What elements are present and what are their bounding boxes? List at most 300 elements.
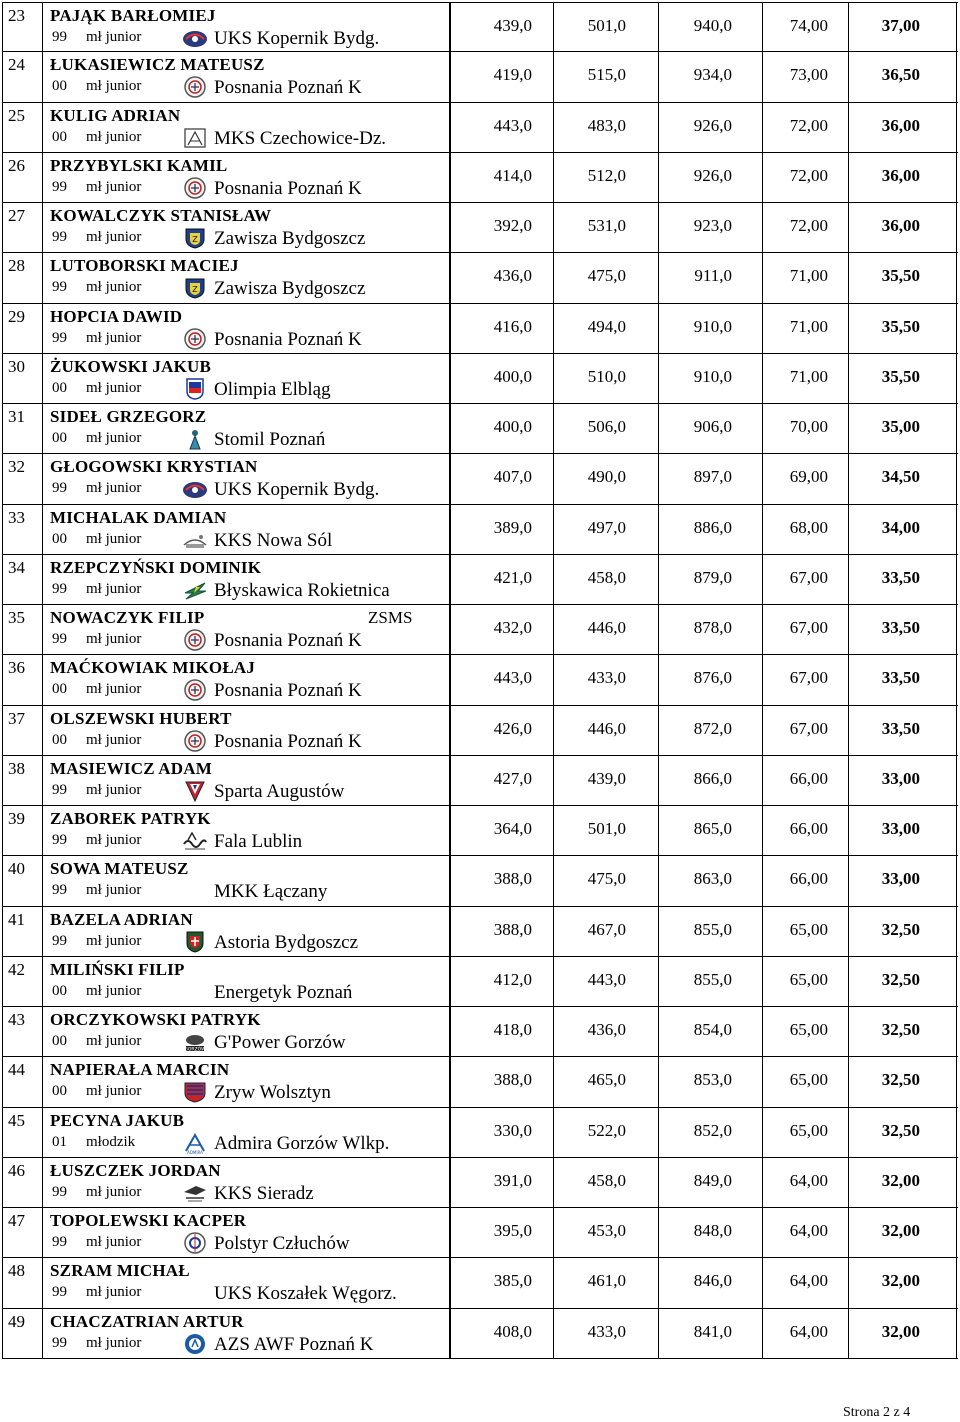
- rank: 44: [8, 1060, 25, 1080]
- club-name: KKS Nowa Sól: [214, 529, 333, 551]
- final-score: 32,00: [881, 1271, 920, 1291]
- age-category: mł junior: [86, 580, 142, 597]
- posnania-club-logo-icon: [182, 328, 208, 350]
- rank: 33: [8, 507, 25, 527]
- points: 67,00: [789, 668, 828, 688]
- athlete-name: SIDEŁ GRZEGORZ: [50, 407, 207, 426]
- series-2-score: 458,0: [587, 1170, 626, 1190]
- birth-year: 99: [52, 882, 67, 899]
- series-1-score: 385,0: [493, 1271, 532, 1291]
- rank: 32: [8, 457, 25, 477]
- birth-year: 99: [52, 229, 67, 245]
- final-score: 36,00: [881, 115, 920, 135]
- club-name: Energetyk Poznań: [214, 981, 353, 1003]
- points: 64,00: [789, 1271, 828, 1291]
- points: 65,00: [789, 969, 828, 989]
- table-row: [2, 1007, 958, 1057]
- total-score: 926,0: [693, 165, 732, 185]
- kopernik-club-logo-icon: [182, 27, 208, 49]
- series-1-score: 427,0: [493, 768, 532, 788]
- total-score: 863,0: [693, 869, 732, 889]
- birth-year: 00: [52, 1083, 67, 1100]
- total-score: 876,0: [693, 668, 732, 688]
- total-score: 926,0: [693, 115, 732, 135]
- birth-year: 99: [52, 832, 67, 848]
- age-category: mł junior: [86, 229, 142, 245]
- series-2-score: 453,0: [587, 1221, 626, 1240]
- final-score: 35,50: [881, 316, 920, 336]
- series-2-score: 475,0: [587, 869, 626, 889]
- age-category: mł junior: [86, 681, 142, 698]
- points: 67,00: [789, 567, 828, 587]
- points: 67,00: [789, 618, 828, 637]
- series-1-score: 407,0: [493, 467, 532, 487]
- kopernik-club-logo-icon: [182, 478, 208, 500]
- points: 64,00: [789, 1170, 828, 1190]
- series-2-score: 494,0: [587, 316, 626, 336]
- series-1-score: 388,0: [493, 1070, 532, 1090]
- svg-text:Z: Z: [192, 235, 198, 244]
- athlete-name: NAPIERAŁA MARCIN: [50, 1060, 230, 1080]
- table-row: [2, 1057, 958, 1107]
- series-2-score: 443,0: [587, 969, 626, 989]
- total-score: 866,0: [693, 768, 732, 788]
- athlete-name: TOPOLEWSKI KACPER: [50, 1211, 247, 1230]
- rank: 27: [8, 206, 25, 225]
- age-category: mł junior: [86, 832, 142, 848]
- series-2-score: 458,0: [587, 567, 626, 587]
- final-score: 33,50: [881, 618, 920, 637]
- club-name: Posnania Poznań K: [214, 177, 362, 199]
- table-row: [2, 957, 958, 1007]
- final-score: 33,50: [881, 718, 920, 738]
- table-row: [2, 404, 958, 454]
- rank: 40: [8, 859, 25, 879]
- club-name: Fala Lublin: [214, 831, 303, 852]
- points: 64,00: [789, 1221, 828, 1240]
- rank: 36: [8, 658, 25, 678]
- age-category: mł junior: [86, 932, 142, 949]
- series-2-score: 433,0: [587, 1321, 626, 1341]
- series-2-score: 522,0: [587, 1120, 626, 1140]
- birth-year: 99: [52, 279, 67, 296]
- sparta-club-logo-icon: [182, 780, 208, 802]
- birth-year: 00: [52, 379, 67, 396]
- athlete-name: MILIŃSKI FILIP: [50, 959, 185, 979]
- final-score: 32,50: [881, 1070, 920, 1090]
- rank: 47: [8, 1211, 25, 1230]
- table-row: [2, 1258, 958, 1308]
- total-score: 940,0: [693, 16, 732, 35]
- club-name: Błyskawica Rokietnica: [214, 579, 390, 601]
- series-1-score: 389,0: [493, 517, 532, 537]
- final-score: 36,50: [881, 65, 920, 85]
- athlete-name: ŁUSZCZEK JORDAN: [50, 1160, 221, 1180]
- birth-year: 99: [52, 1334, 67, 1351]
- series-1-score: 443,0: [493, 668, 532, 688]
- age-category: mł junior: [86, 530, 142, 547]
- birth-year: 99: [52, 480, 67, 497]
- rank: 28: [8, 256, 25, 276]
- total-score: 849,0: [693, 1170, 732, 1190]
- series-1-score: 421,0: [493, 567, 532, 587]
- birth-year: 99: [52, 781, 67, 798]
- points: 69,00: [789, 467, 828, 487]
- posnania-club-logo-icon: [182, 76, 208, 98]
- rank: 39: [8, 809, 25, 828]
- table-row: [2, 153, 958, 203]
- final-score: 35,00: [881, 417, 920, 436]
- table-row: [2, 756, 958, 806]
- series-1-score: 395,0: [493, 1221, 532, 1240]
- club-name: Posnania Poznań K: [214, 77, 362, 99]
- rank: 35: [8, 608, 25, 627]
- total-score: 853,0: [693, 1070, 732, 1090]
- athlete-name: CHACZATRIAN ARTUR: [50, 1311, 244, 1331]
- posnania-club-logo-icon: [182, 177, 208, 199]
- age-category: mł junior: [86, 329, 142, 346]
- club-name: KKS Sieradz: [214, 1182, 314, 1204]
- series-2-score: 501,0: [587, 819, 626, 838]
- birth-year: 99: [52, 29, 67, 45]
- athlete-name: NOWACZYK FILIP: [50, 608, 205, 627]
- series-1-score: 443,0: [493, 115, 532, 135]
- age-category: mł junior: [86, 379, 142, 396]
- final-score: 33,00: [881, 869, 920, 889]
- final-score: 32,50: [881, 969, 920, 989]
- table-row: [2, 203, 958, 253]
- gpower-club-logo-icon: [182, 1031, 208, 1053]
- zawisza-club-logo-icon: [182, 277, 208, 299]
- age-category: mł junior: [86, 279, 142, 296]
- age-category: mł junior: [86, 1183, 142, 1200]
- svg-text:Z: Z: [192, 285, 198, 295]
- series-1-score: 416,0: [493, 316, 532, 336]
- birth-year: 00: [52, 78, 67, 95]
- athlete-name: OLSZEWSKI HUBERT: [50, 708, 232, 728]
- table-row: [2, 706, 958, 756]
- athlete-name: MAĆKOWIAK MIKOŁAJ: [50, 658, 256, 678]
- birth-year: 00: [52, 530, 67, 547]
- final-score: 34,50: [881, 467, 920, 487]
- club-name: Sparta Augustów: [214, 780, 345, 802]
- series-1-score: 408,0: [493, 1321, 532, 1341]
- zryw-club-logo-icon: [182, 1081, 208, 1103]
- total-score: 878,0: [693, 618, 732, 637]
- birth-year: 00: [52, 731, 67, 748]
- points: 73,00: [789, 65, 828, 85]
- posnania-club-logo-icon: [182, 679, 208, 701]
- rank: 29: [8, 306, 25, 326]
- age-category: mł junior: [86, 781, 142, 798]
- table-row: [2, 304, 958, 354]
- zawisza-club-logo-icon: [182, 227, 208, 249]
- club-name: Posnania Poznań K: [214, 328, 362, 350]
- athlete-name: PECYNA JAKUB: [50, 1110, 185, 1130]
- final-score: 33,00: [881, 819, 920, 838]
- final-score: 33,50: [881, 567, 920, 587]
- age-category: mł junior: [86, 882, 142, 899]
- birth-year: 99: [52, 329, 67, 346]
- age-category: mł junior: [86, 1083, 142, 1100]
- age-category: mł junior: [86, 731, 142, 748]
- table-row: [2, 454, 958, 504]
- birth-year: 99: [52, 178, 67, 195]
- birth-year: 01: [52, 1133, 67, 1150]
- series-2-score: 512,0: [587, 165, 626, 185]
- athlete-name: ORCZYKOWSKI PATRYK: [50, 1010, 261, 1029]
- final-score: 33,00: [881, 768, 920, 788]
- age-category: mł junior: [86, 1234, 142, 1250]
- athlete-name: GŁOGOWSKI KRYSTIAN: [50, 457, 258, 477]
- age-category: mł junior: [86, 1334, 142, 1351]
- rank: 25: [8, 105, 25, 125]
- table-row: [2, 856, 958, 906]
- series-1-score: 392,0: [493, 216, 532, 235]
- series-1-score: 419,0: [493, 65, 532, 85]
- final-score: 35,50: [881, 266, 920, 286]
- club-name: UKS Kopernik Bydg.: [214, 28, 380, 49]
- total-score: 911,0: [694, 266, 732, 286]
- total-score: 855,0: [693, 919, 732, 939]
- nowasol-club-logo-icon: [182, 529, 208, 551]
- sieradz-club-logo-icon: [182, 1182, 208, 1204]
- rank: 37: [8, 708, 25, 728]
- rank: 30: [8, 356, 25, 376]
- rank: 24: [8, 55, 25, 75]
- athlete-name: KOWALCZYK STANISŁAW: [50, 206, 272, 225]
- age-category: mł junior: [86, 178, 142, 195]
- athlete-name: LUTOBORSKI MACIEJ: [50, 256, 239, 276]
- table-row: [2, 2, 958, 52]
- series-2-score: 461,0: [587, 1271, 626, 1291]
- total-score: 865,0: [693, 819, 732, 838]
- club-name: Posnania Poznań K: [214, 680, 362, 702]
- points: 67,00: [789, 718, 828, 738]
- points: 71,00: [789, 366, 828, 386]
- table-row: [2, 655, 958, 705]
- series-2-score: 501,0: [587, 16, 626, 35]
- birth-year: 99: [52, 580, 67, 597]
- table-row: [2, 52, 958, 102]
- athlete-name: MASIEWICZ ADAM: [50, 758, 212, 778]
- series-2-score: 531,0: [587, 216, 626, 235]
- rank: 26: [8, 155, 25, 175]
- age-category: mł junior: [86, 982, 142, 999]
- age-category: mł junior: [86, 631, 142, 647]
- series-2-score: 515,0: [587, 65, 626, 85]
- series-1-score: 432,0: [493, 618, 532, 637]
- series-1-score: 330,0: [493, 1120, 532, 1140]
- series-2-score: 475,0: [587, 266, 626, 286]
- rank: 42: [8, 959, 25, 979]
- club-name: MKK Łączany: [214, 881, 328, 903]
- final-score: 32,00: [881, 1170, 920, 1190]
- athlete-name: SZRAM MICHAŁ: [50, 1261, 190, 1281]
- age-category: mł junior: [86, 29, 142, 45]
- astoria-club-logo-icon: [182, 931, 208, 953]
- birth-year: 00: [52, 128, 67, 145]
- table-row: [2, 555, 958, 605]
- birth-year: 99: [52, 932, 67, 949]
- series-1-score: 426,0: [493, 718, 532, 738]
- athlete-name: MICHALAK DAMIAN: [50, 507, 227, 527]
- club-name: UKS Koszałek Węgorz.: [214, 1283, 397, 1305]
- series-2-score: 446,0: [587, 718, 626, 738]
- points: 72,00: [789, 165, 828, 185]
- club-name: Astoria Bydgoszcz: [214, 931, 359, 953]
- birth-year: 00: [52, 681, 67, 698]
- fala-club-logo-icon: [182, 830, 208, 852]
- series-2-score: 506,0: [587, 417, 626, 436]
- table-row: [2, 1208, 958, 1258]
- admira-club-logo-icon: [182, 1132, 208, 1154]
- final-score: 32,50: [881, 1120, 920, 1140]
- total-score: 910,0: [693, 316, 732, 336]
- athlete-name: SOWA MATEUSZ: [50, 859, 189, 879]
- azs-club-logo-icon: [182, 1333, 208, 1355]
- table-row: [2, 907, 958, 957]
- final-score: 32,00: [881, 1221, 920, 1240]
- age-category: mł junior: [86, 1033, 142, 1049]
- age-category: mł junior: [86, 430, 142, 446]
- final-score: 37,00: [881, 16, 920, 35]
- rank: 41: [8, 909, 25, 929]
- total-score: 897,0: [693, 467, 732, 487]
- rank: 34: [8, 557, 25, 577]
- table-row: [2, 1158, 958, 1208]
- series-1-score: 418,0: [493, 1020, 532, 1039]
- series-2-score: 467,0: [587, 919, 626, 939]
- rank: 23: [8, 6, 25, 25]
- series-1-score: 400,0: [493, 417, 532, 436]
- club-name: G'Power Gorzów: [214, 1032, 346, 1053]
- svg-text:ADMIRA: ADMIRA: [187, 1149, 203, 1154]
- points: 71,00: [789, 266, 828, 286]
- total-score: 852,0: [693, 1120, 732, 1140]
- age-category: mł junior: [86, 480, 142, 497]
- final-score: 33,50: [881, 668, 920, 688]
- final-score: 35,50: [881, 366, 920, 386]
- birth-year: 99: [52, 1284, 67, 1301]
- points: 65,00: [789, 1070, 828, 1090]
- total-score: 848,0: [693, 1221, 732, 1240]
- rank: 46: [8, 1160, 25, 1180]
- points: 64,00: [789, 1321, 828, 1341]
- athlete-name: BAZELA ADRIAN: [50, 909, 193, 929]
- rank: 45: [8, 1110, 25, 1130]
- athlete-name: HOPCIA DAWID: [50, 306, 183, 326]
- birth-year: 00: [52, 982, 67, 999]
- blyskawica-club-logo-icon: [182, 579, 208, 601]
- points: 70,00: [789, 417, 828, 436]
- final-score: 36,00: [881, 216, 920, 235]
- series-1-score: 388,0: [493, 919, 532, 939]
- birth-year: 99: [52, 631, 67, 647]
- czechowice-club-logo-icon: [182, 127, 208, 149]
- series-2-score: 510,0: [587, 366, 626, 386]
- table-row: [2, 354, 958, 404]
- table-row: [2, 806, 958, 856]
- final-score: 34,00: [881, 517, 920, 537]
- total-score: 841,0: [693, 1321, 732, 1341]
- series-2-score: 497,0: [587, 517, 626, 537]
- series-1-score: 439,0: [493, 16, 532, 35]
- final-score: 32,00: [881, 1321, 920, 1341]
- school: ZSMS: [368, 608, 413, 627]
- svg-text:GORZÓW: GORZÓW: [184, 1047, 206, 1053]
- total-score: 910,0: [693, 366, 732, 386]
- total-score: 872,0: [693, 718, 732, 738]
- points: 71,00: [789, 316, 828, 336]
- series-2-score: 436,0: [587, 1020, 626, 1039]
- age-category: mł junior: [86, 1284, 142, 1301]
- age-category: mł junior: [86, 78, 142, 95]
- polstyr-club-logo-icon: [182, 1232, 208, 1254]
- club-name: Zawisza Bydgoszcz: [214, 228, 366, 249]
- series-1-score: 391,0: [493, 1170, 532, 1190]
- rank: 48: [8, 1261, 25, 1281]
- club-name: Polstyr Człuchów: [214, 1233, 350, 1254]
- series-1-score: 436,0: [493, 266, 532, 286]
- table-row: [2, 103, 958, 153]
- points: 65,00: [789, 1120, 828, 1140]
- birth-year: 99: [52, 1234, 67, 1250]
- total-score: 886,0: [693, 517, 732, 537]
- series-2-score: 483,0: [587, 115, 626, 135]
- athlete-name: ŁUKASIEWICZ MATEUSZ: [50, 55, 265, 75]
- athlete-name: ZABOREK PATRYK: [50, 809, 211, 828]
- birth-year: 00: [52, 1033, 67, 1049]
- club-name: Olimpia Elbląg: [214, 378, 331, 400]
- total-score: 934,0: [693, 65, 732, 85]
- page-number: Strona 2 z 4: [843, 1405, 911, 1420]
- birth-year: 00: [52, 430, 67, 446]
- results-table: [2, 2, 958, 1359]
- points: 65,00: [789, 919, 828, 939]
- series-2-score: 433,0: [587, 668, 626, 688]
- table-row: [2, 605, 958, 655]
- athlete-name: PAJĄK BARŁOMIEJ: [50, 6, 216, 25]
- posnania-club-logo-icon: [182, 730, 208, 752]
- athlete-name: RZEPCZYŃSKI DOMINIK: [50, 557, 262, 577]
- series-1-score: 414,0: [493, 165, 532, 185]
- rank: 43: [8, 1010, 25, 1029]
- table-row: [2, 505, 958, 555]
- athlete-name: ŻUKOWSKI JAKUB: [50, 356, 212, 376]
- total-score: 879,0: [693, 567, 732, 587]
- club-name: Zawisza Bydgoszcz: [214, 278, 366, 300]
- birth-year: 99: [52, 1183, 67, 1200]
- rank: 49: [8, 1311, 25, 1331]
- club-name: Posnania Poznań K: [214, 630, 362, 651]
- series-1-score: 364,0: [493, 819, 532, 838]
- club-name: AZS AWF Poznań K: [214, 1333, 374, 1355]
- stomil-club-logo-icon: [182, 428, 208, 450]
- club-name: Admira Gorzów Wlkp.: [214, 1132, 390, 1154]
- points: 68,00: [789, 517, 828, 537]
- total-score: 906,0: [693, 417, 732, 436]
- points: 66,00: [789, 768, 828, 788]
- age-category: młodzik: [86, 1133, 136, 1150]
- series-2-score: 490,0: [587, 467, 626, 487]
- points: 74,00: [789, 16, 828, 35]
- club-name: UKS Kopernik Bydg.: [214, 479, 380, 501]
- club-name: Posnania Poznań K: [214, 730, 362, 752]
- final-score: 32,50: [881, 919, 920, 939]
- series-2-score: 446,0: [587, 618, 626, 637]
- posnania-club-logo-icon: [182, 629, 208, 651]
